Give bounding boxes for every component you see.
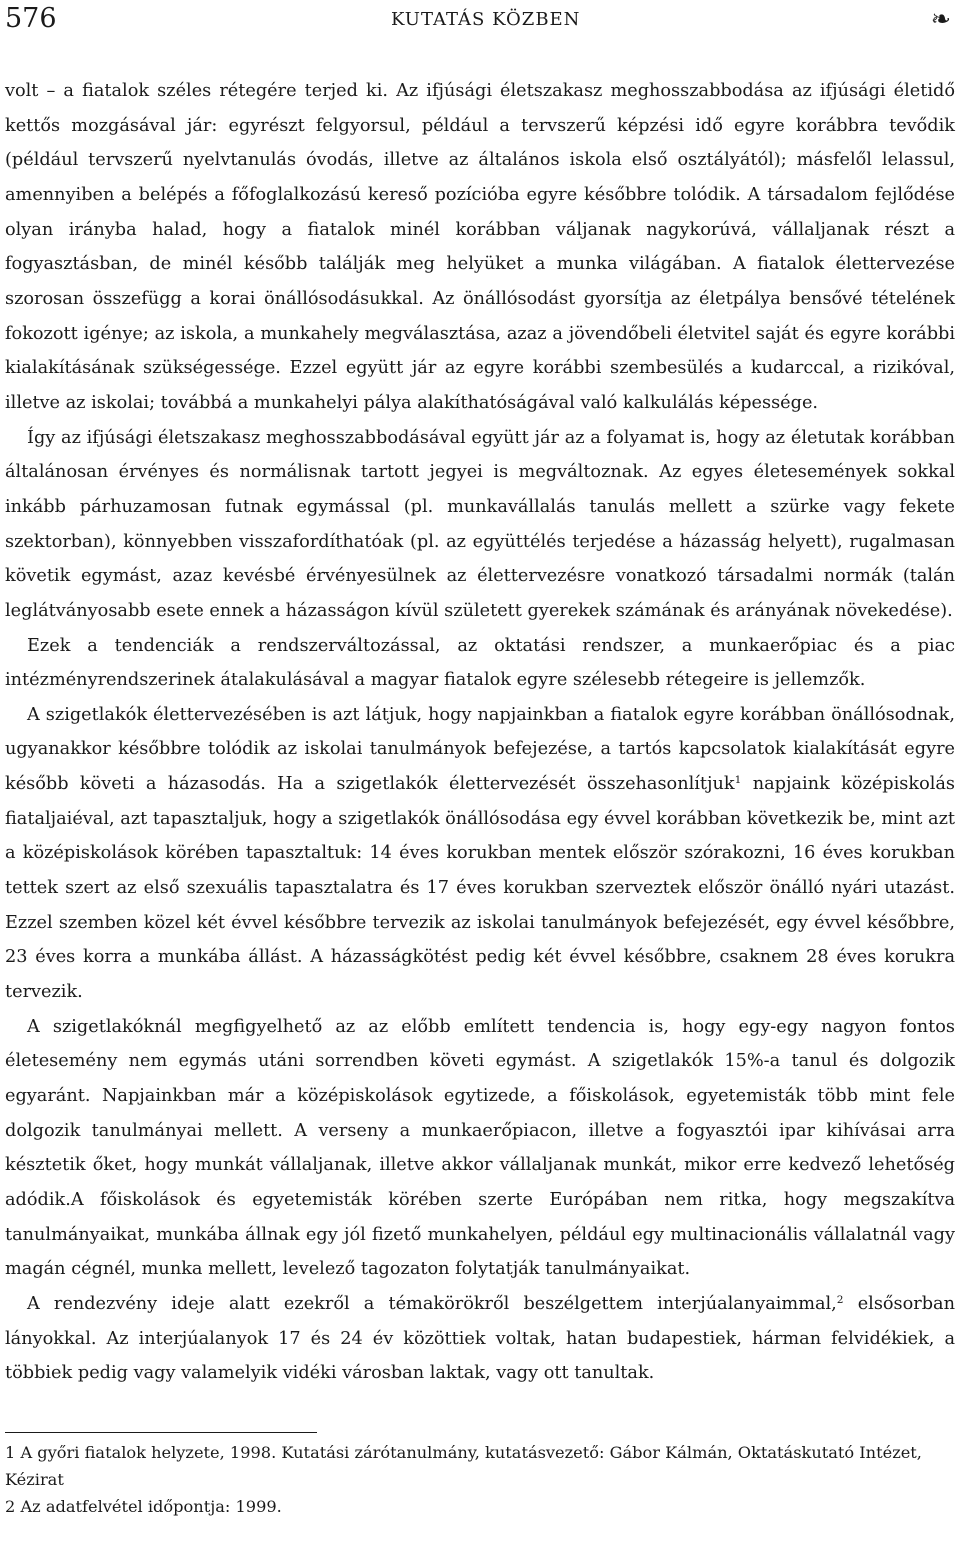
footnote-text: A győri fiatalok helyzete, 1998. Kutatási zárótanulmány, kutatásvezető: Gábor Kálmán, Oktatáskutató Intézet, Kézirat	[5, 1443, 922, 1489]
footnote-1	[5, 1439, 955, 1493]
paragraph-4-text-a: A szigetlakók élettervezésében is azt látjuk, hogy napjainkban a fiatalok egyre korábban önállósodnak, ugyanakkor későbbre tolódik az iskolai tanulmányok befejezése, a tartós kapcsolatok kialakítását egyre később követi a házasodás. Ha a szigetlakók élettervezését összehasonlítjuk	[5, 704, 955, 795]
page-number: 576	[5, 3, 57, 34]
footnote-ref-2: 2	[836, 1293, 844, 1307]
fleuron-ornament-icon: ❧	[930, 5, 951, 33]
footnote-text: Az adatfelvétel időpontja: 1999.	[20, 1497, 282, 1516]
paragraph-6	[5, 1287, 955, 1391]
footnote-number: 2	[5, 1497, 16, 1516]
paragraph-6-text-a: A rendezvény ideje alatt ezekről a témakörökről beszélgettem interjúalanyaimmal,	[27, 1293, 837, 1314]
running-title: KUTATÁS KÖZBEN	[391, 9, 581, 30]
footnote-divider	[5, 1432, 317, 1433]
paragraph-2: Így az ifjúsági életszakasz meghosszabbodásával együtt jár az a folyamat is, hogy az életutak korábban általánosan érvényes és normálisnak tartott jegyei is megváltoznak. Az egyes életesemények sokkal inkább párhuzamosan futnak egymással (pl. munkavállalás tanulás mellett a szürke vagy fekete szektorban), könnyebben visszafordíthatóak (pl. az együttélés terjedése a házasság helyett), rugalmasan követik egymást, azaz kevésbé érvényesülnek az élettervezésre vonatkozó társadalmi normák (talán leglátványosabb esete ennek a házasságon kívül született gyerekek számának és arányának növekedése).	[5, 427, 955, 621]
footnote-2	[5, 1493, 955, 1520]
body-text	[5, 74, 955, 1391]
paragraph-5: A szigetlakóknál megfigyelhető az az előbb említett tendencia is, hogy egy-egy nagyon fontos életesemény nem egymás utáni sorrendben követi egymást. A szigetlakók 15%-a tanul és dolgozik egyaránt. Napjainkban már a középiskolások egytizede, a főiskolások, egyetemisták több mint fele dolgozik tanulmányai mellett. A verseny a munkaerőpiacon, illetve a fogyasztói ipar kihívásai arra késztetik őket, hogy munkát vállaljanak, illetve akkor vállaljanak munkát, mikor erre kedvező lehetőség adódik.A főiskolások és egyetemisták körében szerte Európában nem ritka, hogy megszakítva tanulmányaikat, munkába állnak egy jól fizető munkahelyen, például egy multinacionális vállalatnál vagy magán cégnél, munka mellett, levelező tagozaton folytatják tanulmányaikat.	[5, 1016, 955, 1280]
footnotes	[5, 1439, 955, 1520]
footnote-number: 1	[5, 1443, 16, 1462]
paragraph-4	[5, 698, 955, 1010]
page-header	[5, 3, 955, 35]
paragraph-4-text-b: napjaink középiskolás fiataljaiéval, azt tapasztaljuk, hogy a szigetlakók önállósodása egy évvel korábban következik be, mint azt a középiskolások körében tapasztaltuk: 14 éves korukban mentek először szórakozni, 16 éves korukban tettek szert az első szexuális tapasztalatra és 17 éves korukban szerveztek először önálló nyári utazást. Ezzel szemben közel két évvel későbbre tervezik az iskolai tanulmányok befejezését, egy évvel későbbre, 23 éves korra a munkába állást. A házasságkötést pedig két évvel későbbre, csaknem 28 éves korukra tervezik.	[5, 774, 955, 1003]
paragraph-6-text-b: elsősorban lányokkal. Az interjúalanyok 17 és 24 év közöttiek voltak, hatan budapestiek, hárman felvidékiek, a többiek pedig vagy valamelyik vidéki városban laktak, vagy ott tanultak.	[5, 1293, 955, 1384]
paragraph-3: Ezek a tendenciák a rendszerváltozással, az oktatási rendszer, a munkaerőpiac és a piac intézményrendszerinek átalakulásával a magyar fiatalok egyre szélesebb rétegeire is jellemzők.	[5, 635, 955, 691]
paragraph-1: volt – a fiatalok széles rétegére terjed ki. Az ifjúsági életszakasz meghosszabbodása az ifjúsági életidő kettős mozgásával jár: egyrészt felgyorsul, például a tervszerű képzési idő egyre korábbra tevődik (például tervszerű nyelvtanulás óvodás, illetve az általános iskola első osztályától); másfelől lelassul, amennyiben a belépés a főfoglalkozású kereső pozícióba egyre későbbre tolódik. A társadalom fejlődése olyan irányba halad, hogy a fiatalok minél korábban váljanak nagykorúvá, vállaljanak részt a fogyasztásban, de minél később találják meg helyüket a munka világában. A fiatalok élettervezése szorosan összefügg a korai önállósodásukkal. Az önállósodást gyorsítja az életpálya bensővé tételének fokozott igénye; az iskola, a munkahely megválasztása, azaz a jövendőbeli életvitel saját és egyre korábbi kialakításának szükségessége. Ezzel együtt jár az egyre korábbi szembesülés a kudarccal, a rizikóval, illetve az iskolai; továbbá a munkahelyi pálya alakíthatóságával való kalkulálás képessége.	[5, 81, 955, 413]
footnote-ref-1: 1	[734, 773, 742, 787]
